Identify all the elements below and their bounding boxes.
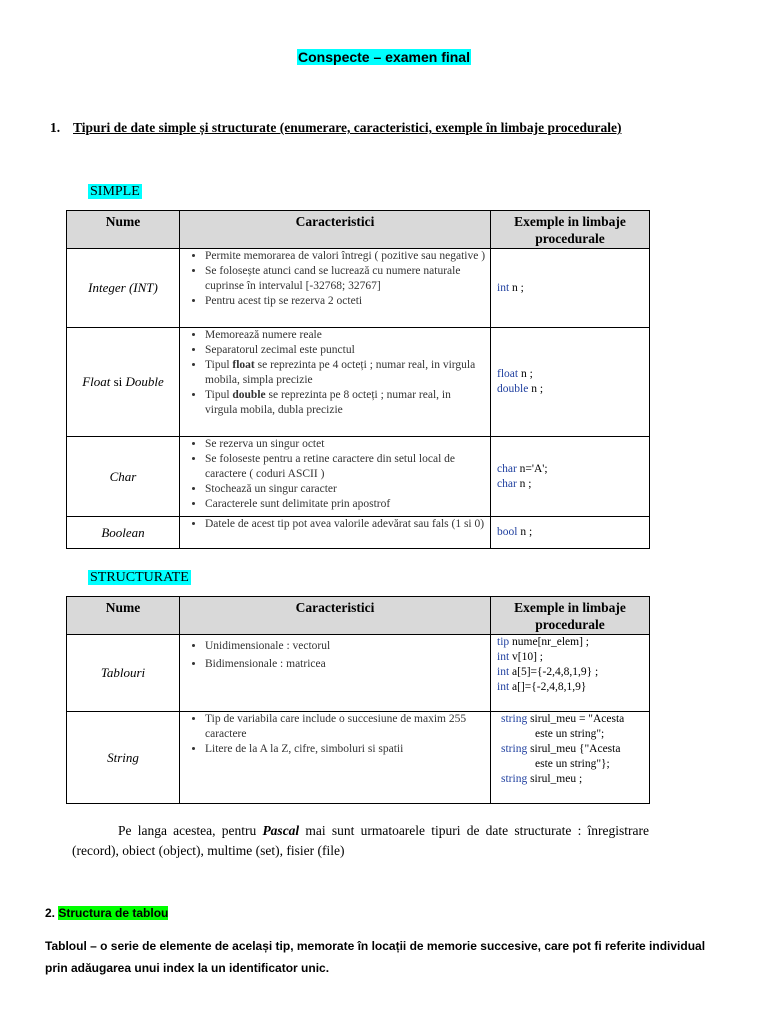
- type-name: Integer (INT): [67, 249, 180, 328]
- column-header-examples: Exemple in limbaje procedurale: [491, 211, 650, 249]
- example-line: char n='A';: [497, 462, 548, 475]
- column-header-name: Nume: [67, 597, 180, 635]
- structured-types-table: [66, 596, 650, 804]
- type-name: String: [67, 712, 180, 804]
- feature-item: • Caracterele sunt delimitate prin apostrof: [205, 497, 486, 512]
- example-line: bool n ;: [497, 526, 533, 538]
- section-1-title: Tipuri de date simple și structurate (enumerare, caracteristici, exemple în limbaje procedurale): [73, 120, 622, 135]
- type-features: [180, 249, 491, 328]
- type-examples: [491, 249, 650, 328]
- feature-item: • Pentru acest tip se rezerva 2 octeti: [205, 294, 486, 309]
- type-features: [180, 517, 491, 549]
- type-examples: [491, 635, 650, 712]
- example-line: int n ;: [497, 281, 524, 294]
- section-1-number: 1.: [50, 120, 61, 135]
- type-name: Boolean: [67, 517, 180, 549]
- simple-types-table: [66, 210, 650, 549]
- structurate-label: STRUCTURATE: [90, 570, 189, 585]
- table-row-string: [67, 712, 650, 804]
- feature-item: • Stochează un singur caracter: [205, 482, 486, 497]
- feature-item: • Se foloseste pentru a retine caractere din setul local de caractere ( coduri ASCII ): [205, 452, 486, 482]
- type-features: [180, 437, 491, 517]
- column-header-features: Caracteristici: [180, 211, 491, 249]
- tablou-definition: Tabloul – o serie de elemente de același tip, memorate în locații de memorie succesive, care pot fi referite individual prin adăugarea unui index la un identificator unic.: [45, 939, 706, 975]
- type-examples: [491, 328, 650, 437]
- type-examples: [491, 517, 650, 549]
- table-row-float-double: [67, 328, 650, 437]
- feature-item: • Memorează numere reale: [205, 328, 486, 343]
- table-header-row: [67, 211, 650, 249]
- table-row-boolean: [67, 517, 650, 549]
- type-name: Char: [67, 437, 180, 517]
- feature-item: • Datele de acest tip pot avea valorile adevărat sau fals (1 si 0): [205, 517, 486, 532]
- table-row-integer: [67, 249, 650, 328]
- document-title: Conspecte – examen final: [298, 49, 470, 65]
- table-row-char: [67, 437, 650, 517]
- feature-item: • Tipul double se reprezinta pe 8 octeți ; numar real, in virgula mobila, dubla precizie: [205, 388, 486, 418]
- type-name: Tablouri: [67, 635, 180, 712]
- example-line: int v[10] ;: [497, 651, 543, 663]
- example-line: string sirul_meu ;: [501, 773, 583, 785]
- example-line: int a[]={-2,4,8,1,9}: [497, 681, 587, 693]
- type-name: Float si Double: [67, 328, 180, 437]
- example-line: string sirul_meu = "Acesta: [501, 713, 625, 725]
- feature-item: • Bidimensionale : matricea: [205, 655, 486, 673]
- column-header-name: Nume: [67, 211, 180, 249]
- section-2-heading: 2. Structura de tablou: [45, 906, 169, 920]
- type-features: [180, 328, 491, 437]
- feature-item: • Unidimensionale : vectorul: [205, 637, 486, 655]
- example-line: float n ;: [497, 368, 533, 380]
- feature-item: • Tipul float se reprezinta pe 4 octeți ; numar real, in virgula mobila, simpla precizie: [205, 358, 486, 388]
- pascal-note-paragraph: Pe langa acestea, pentru Pascal mai sunt urmatoarele tipuri de date structurate : înregistrare (record), obiect (object), multime (set), fisier (file): [72, 823, 649, 858]
- example-line: int a[5]={-2,4,8,1,9} ;: [497, 666, 599, 678]
- section-2-title: Structura de tablou: [58, 906, 169, 920]
- type-features: [180, 712, 491, 804]
- simple-label: SIMPLE: [90, 184, 140, 199]
- example-line: este un string";: [535, 728, 605, 740]
- feature-item: • Tip de variabila care include o succesiune de maxim 255 caractere: [205, 712, 486, 742]
- column-header-examples: Exemple in limbaje procedurale: [491, 597, 650, 635]
- feature-item: • Separatorul zecimal este punctul: [205, 343, 486, 358]
- example-line: string sirul_meu {"Acesta: [501, 743, 621, 755]
- example-line: double n ;: [497, 383, 544, 395]
- type-features: [180, 635, 491, 712]
- section-1-heading: [50, 120, 622, 136]
- column-header-features: Caracteristici: [180, 597, 491, 635]
- table-row-tablouri: [67, 635, 650, 712]
- feature-item: • Se rezerva un singur octet: [205, 437, 486, 452]
- feature-item: • Se folosește atunci cand se lucrează cu numere naturale cuprinse în intervalul [-32768; 32767]: [205, 264, 486, 294]
- feature-item: • Permite memorarea de valori întregi ( pozitive sau negative ): [205, 249, 486, 264]
- example-line: tip nume[nr_elem] ;: [497, 636, 589, 648]
- type-examples: [491, 712, 650, 804]
- example-line: char n ;: [497, 477, 532, 490]
- feature-item: • Litere de la A la Z, cifre, simboluri si spatii: [205, 742, 486, 757]
- example-line: este un string"};: [535, 758, 610, 770]
- type-examples: [491, 437, 650, 517]
- table-header-row: [67, 597, 650, 635]
